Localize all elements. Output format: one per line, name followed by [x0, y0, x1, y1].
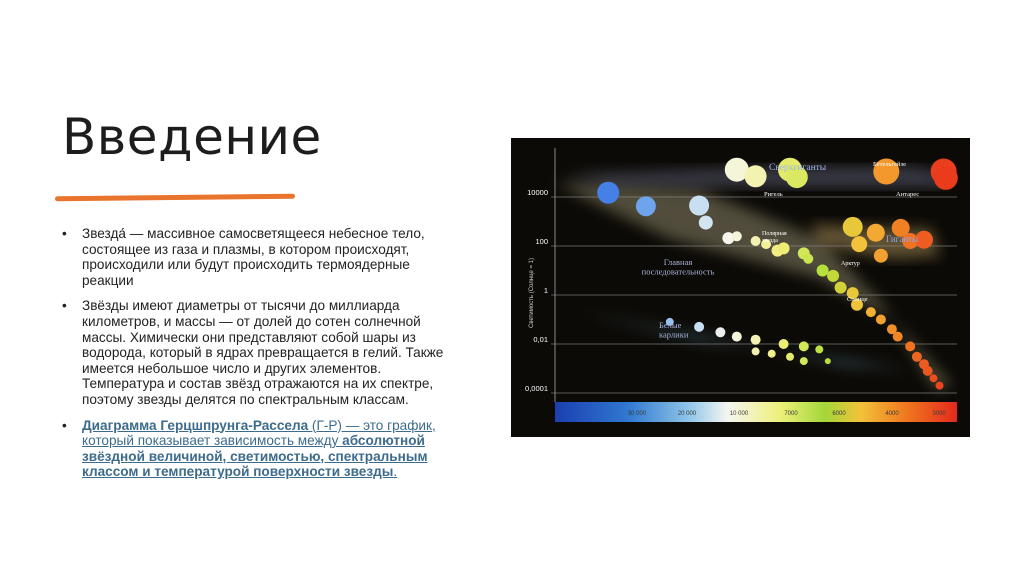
star-name-label: Бетельгейзе [873, 161, 906, 168]
star-point [827, 270, 839, 282]
star-point [751, 236, 761, 246]
star-point [689, 196, 709, 216]
star-point [745, 165, 767, 187]
x-tick-label: 10 000 [729, 411, 749, 417]
x-tick-label: 3000 [932, 411, 946, 417]
star-point [752, 347, 760, 355]
band-wd [579, 312, 910, 370]
band-ms [555, 182, 952, 389]
y-tick-label: 10000 [527, 188, 548, 197]
title-underline [55, 194, 295, 202]
star-point [905, 341, 915, 351]
hr-diagram-svg [511, 138, 970, 437]
bullet-list [60, 226, 460, 490]
star-point [778, 242, 790, 254]
star-point [715, 327, 725, 337]
region-label: Сверхгиганты [769, 163, 827, 173]
star-point [912, 352, 922, 362]
y-axis-label: Светимость (Солнце = 1) [529, 258, 535, 328]
x-tick-label: 30 000 [627, 411, 647, 417]
star-point [732, 231, 742, 241]
star-point [866, 307, 876, 317]
star-point [934, 166, 958, 190]
star-point [893, 332, 903, 342]
star-name-label: Полярная звезда [762, 231, 787, 244]
star-point [803, 254, 813, 264]
region-label: Белые карлики [659, 320, 689, 340]
x-tick-label: 6000 [832, 411, 846, 417]
hr-diagram-figure [511, 138, 970, 437]
region-label: Главная последовательность [641, 257, 715, 277]
star-point [843, 217, 863, 237]
star-point [930, 374, 938, 382]
x-tick-label: 20 000 [677, 411, 697, 417]
star-point [732, 332, 742, 342]
y-tick-label: 1 [543, 286, 548, 295]
star-point [876, 315, 886, 325]
star-point [694, 322, 704, 332]
star-name-label: Солнце [847, 296, 868, 303]
bullet-item-star-definition [60, 226, 460, 288]
x-tick-label: 7000 [784, 411, 798, 417]
y-tick-label: 0,01 [533, 335, 548, 344]
star-point [799, 341, 809, 351]
hr-link-desc[interactable]: (Г-Р) — это график, который показывает зависимость между [82, 417, 436, 449]
bullet-item-hr-diagram [60, 418, 460, 480]
bullet-marker: • [62, 298, 67, 314]
bullet-marker: • [62, 226, 67, 241]
star-point [800, 357, 808, 365]
star-point [768, 350, 776, 358]
star-name-label: Арктур [841, 261, 860, 267]
star-point [699, 216, 713, 230]
star-point [825, 358, 831, 364]
star-point [835, 282, 847, 294]
star-point [923, 366, 933, 376]
hr-link-title[interactable]: Диаграмма Герцшпрунга-Рассела [82, 417, 309, 433]
star-name-label: Антарес [896, 191, 920, 198]
star-point [851, 236, 867, 252]
star-point [815, 345, 823, 353]
hr-link-end[interactable]: . [393, 464, 398, 480]
star-point [874, 249, 888, 263]
bullet-text: Звезда́ — массивное самосветящееся небесное тело, состоящее из газа и плазмы, в котором происходят, происходили или будут происходить термоядерные реакции [82, 226, 425, 288]
star-point [786, 353, 794, 361]
bullet-marker: • [62, 417, 67, 433]
star-point [936, 382, 944, 390]
star-point [817, 265, 829, 277]
region-label: Гиганты [886, 234, 919, 244]
star-point [636, 196, 656, 216]
hr-link-params[interactable]: абсолютной звёздной величиной, светимостью, спектральным классом и температурой поверхности звезды [82, 433, 428, 480]
star-point [779, 339, 789, 349]
y-tick-label: 0,0001 [525, 384, 548, 393]
y-tick-label: 100 [535, 237, 548, 246]
star-point [597, 182, 619, 204]
star-point [867, 224, 885, 242]
x-tick-label: 4000 [885, 411, 899, 417]
slide-title: Введение [62, 108, 322, 166]
star-name-label: Ригель [764, 191, 783, 198]
bullet-item-star-properties [60, 298, 460, 407]
star-point [751, 335, 761, 345]
bullet-text: Звёзды имеют диаметры от тысячи до миллиарда километров, и массы — от долей до сотен солнечной массы. Химически они представляют собой шары из водорода, который в ядрах превращается в гелий. Также имеется небольшое число и других элементов. Температура и состав звёзд отражаются на их спектре, поэтому звезды делятся по спектральным классам. [82, 298, 444, 407]
